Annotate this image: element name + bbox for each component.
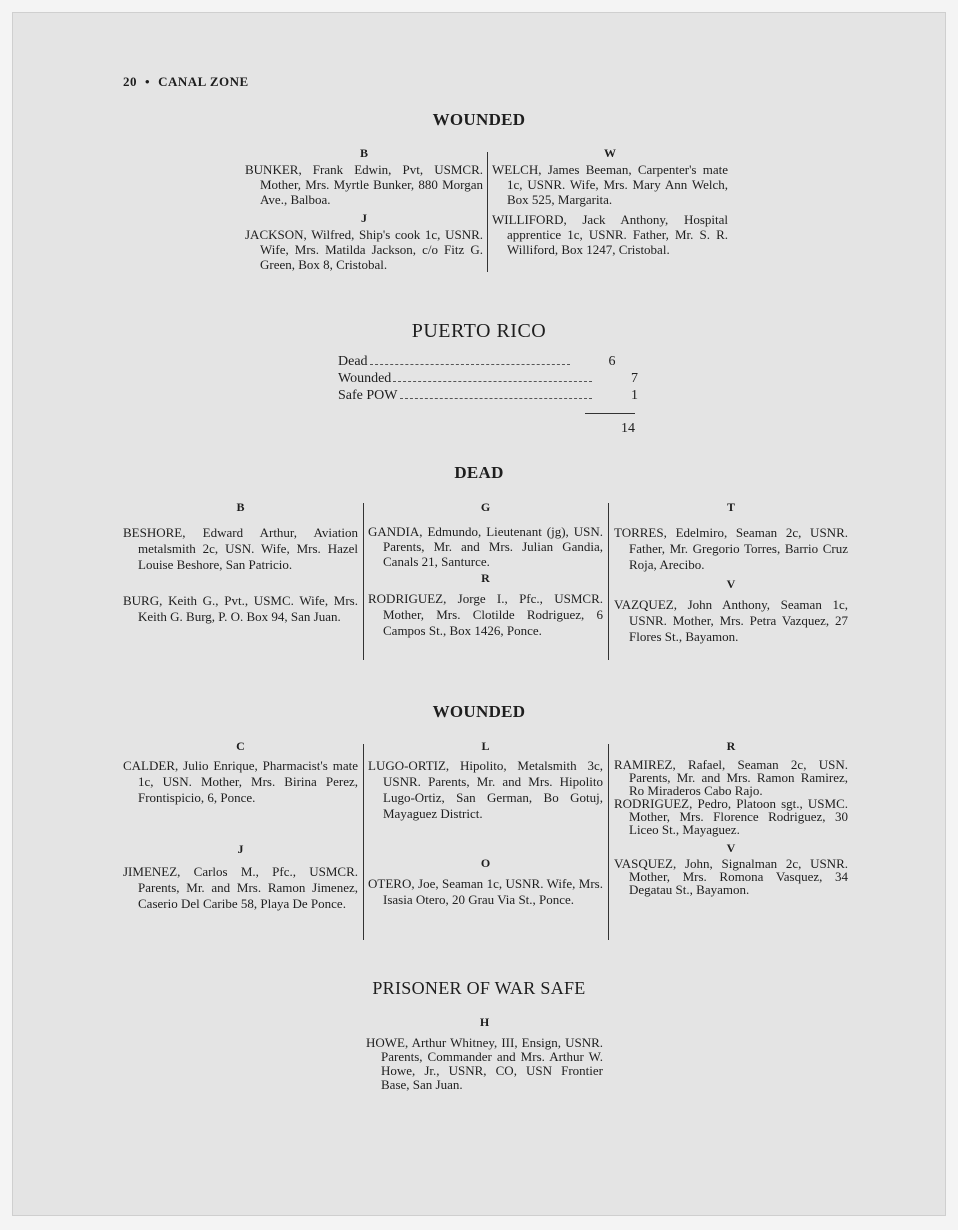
running-title: CANAL ZONE bbox=[158, 74, 249, 89]
casualty-entry: JIMENEZ, Carlos M., Pfc., USMCR. Parents, Mr. and Mrs. Ramon Jimenez, Caserio Del Caribe 58, Playa De Ponce. bbox=[123, 864, 358, 911]
summary-row bbox=[338, 371, 638, 388]
casualty-entry: GANDIA, Edmundo, Lieutenant (jg), USN. Parents, Mr. and Mrs. Julian Gandia, Canals 21, Santurce. bbox=[368, 524, 603, 569]
summary-label: Safe POW bbox=[338, 388, 398, 403]
pr-dead-heading: DEAD bbox=[454, 463, 504, 482]
separator: • bbox=[145, 74, 151, 89]
pr-pow-heading: PRISONER OF WAR SAFE bbox=[372, 978, 586, 998]
casualty-entry: JACKSON, Wilfred, Ship's cook 1c, USNR. Wife, Mrs. Matilda Jackson, c/o Fitz G. Green, Box 8, Cristobal. bbox=[245, 227, 483, 272]
pr-wounded-heading: WOUNDED bbox=[432, 702, 526, 721]
casualty-entry: RODRIGUEZ, Jorge I., Pfc., USMCR. Mother, Mrs. Clotilde Rodriguez, 6 Campos St., Box 1426, Ponce. bbox=[368, 591, 603, 638]
section-letter: R bbox=[726, 739, 736, 753]
casualty-entry: WILLIFORD, Jack Anthony, Hospital apprentice 1c, USNR. Father, Mr. S. R. Williford, Box 1247, Cristobal. bbox=[492, 212, 728, 257]
pr-dead-col-2 bbox=[368, 498, 603, 639]
casualty-entry: BESHORE, Edward Arthur, Aviation metalsmith 2c, USN. Wife, Mrs. Hazel Louise Beshore, San Patricio. bbox=[123, 525, 358, 572]
pr-pow-col bbox=[366, 1013, 603, 1092]
casualty-entry: OTERO, Joe, Seaman 1c, USNR. Wife, Mrs. Isasia Otero, 20 Grau Via St., Ponce. bbox=[368, 876, 603, 907]
section-letter: O bbox=[480, 856, 491, 870]
section-letter: G bbox=[480, 500, 491, 514]
pr-wounded-col-3 bbox=[614, 737, 848, 896]
section-letter: B bbox=[236, 500, 245, 514]
pr-wounded-col-1 bbox=[123, 737, 358, 912]
canal-wounded-col-1 bbox=[245, 144, 483, 272]
section-letter: H bbox=[479, 1015, 490, 1029]
casualty-entry: BUNKER, Frank Edwin, Pvt, USMCR. Mother, Mrs. Myrtle Bunker, 880 Morgan Ave., Balboa. bbox=[245, 162, 483, 207]
column-divider bbox=[363, 503, 364, 660]
casualty-entry: WELCH, James Beeman, Carpenter's mate 1c, USNR. Wife, Mrs. Mary Ann Welch, Box 525, Margarita. bbox=[492, 162, 728, 207]
casualty-entry: LUGO-ORTIZ, Hipolito, Metalsmith 3c, USNR. Parents, Mr. and Mrs. Hipolito Lugo-Ortiz, San German, Bo Gotuj, Mayaguez District. bbox=[368, 758, 603, 821]
section-letter: T bbox=[726, 500, 735, 514]
column-divider bbox=[363, 744, 364, 940]
page-number: 20 bbox=[123, 74, 137, 89]
pr-dead-col-1 bbox=[123, 498, 358, 625]
canal-wounded-heading: WOUNDED bbox=[432, 110, 526, 129]
section-letter: J bbox=[237, 842, 244, 856]
casualty-entry: VAZQUEZ, John Anthony, Seaman 1c, USNR. Mother, Mrs. Petra Vazquez, 27 Flores St., Bayamon. bbox=[614, 597, 848, 644]
summary-row bbox=[338, 388, 638, 405]
summary-label: Wounded bbox=[338, 371, 392, 386]
casualty-entry: VASQUEZ, John, Signalman 2c, USNR. Mother, Mrs. Romona Vasquez, 34 Degatau St., Bayamon. bbox=[614, 856, 848, 897]
summary-table bbox=[338, 354, 638, 405]
casualty-entry: RAMIREZ, Rafael, Seaman 2c, USN. Parents, Mr. and Mrs. Ramon Ramirez, Ro Miraderos Cabo Rajo. bbox=[614, 757, 848, 798]
canal-wounded-col-2 bbox=[492, 144, 728, 257]
section-letter: L bbox=[481, 739, 490, 753]
section-letter: C bbox=[236, 739, 245, 753]
summary-row bbox=[338, 354, 638, 371]
summary-value: 6 bbox=[608, 354, 616, 369]
puerto-rico-heading: PUERTO RICO bbox=[411, 320, 547, 342]
section-letter: W bbox=[604, 146, 616, 160]
casualty-entry: HOWE, Arthur Whitney, III, Ensign, USNR. Parents, Commander and Mrs. Arthur W. Howe, Jr., USNR, CO, USN Frontier Base, San Juan. bbox=[366, 1035, 603, 1092]
summary-value: 7 bbox=[631, 371, 638, 386]
summary-label: Dead bbox=[338, 354, 368, 369]
section-letter: V bbox=[726, 577, 736, 591]
casualty-entry: CALDER, Julio Enrique, Pharmacist's mate 1c, USN. Mother, Mrs. Birina Perez, Frontispicio, 6, Ponce. bbox=[123, 758, 358, 805]
casualty-entry: RODRIGUEZ, Pedro, Platoon sgt., USMC. Mother, Mrs. Florence Rodriguez, 30 Liceo St., Mayaguez. bbox=[614, 796, 848, 837]
column-divider bbox=[608, 744, 609, 940]
summary-total: 14 bbox=[621, 421, 635, 436]
section-letter: R bbox=[481, 571, 490, 585]
section-letter: V bbox=[726, 841, 736, 855]
pr-dead-col-3 bbox=[614, 498, 848, 645]
casualty-entry: TORRES, Edelmiro, Seaman 2c, USNR. Father, Mr. Gregorio Torres, Barrio Cruz Roja, Arecibo. bbox=[614, 525, 848, 572]
casualty-entry: BURG, Keith G., Pvt., USMC. Wife, Mrs. Keith G. Burg, P. O. Box 94, San Juan. bbox=[123, 593, 358, 624]
section-letter: J bbox=[361, 211, 367, 225]
running-head bbox=[123, 74, 249, 90]
pr-wounded-col-2 bbox=[368, 737, 603, 908]
column-divider bbox=[487, 152, 488, 272]
total-rule bbox=[585, 413, 635, 414]
summary-value: 1 bbox=[631, 388, 638, 403]
column-divider bbox=[608, 503, 609, 660]
section-letter: B bbox=[359, 146, 368, 160]
